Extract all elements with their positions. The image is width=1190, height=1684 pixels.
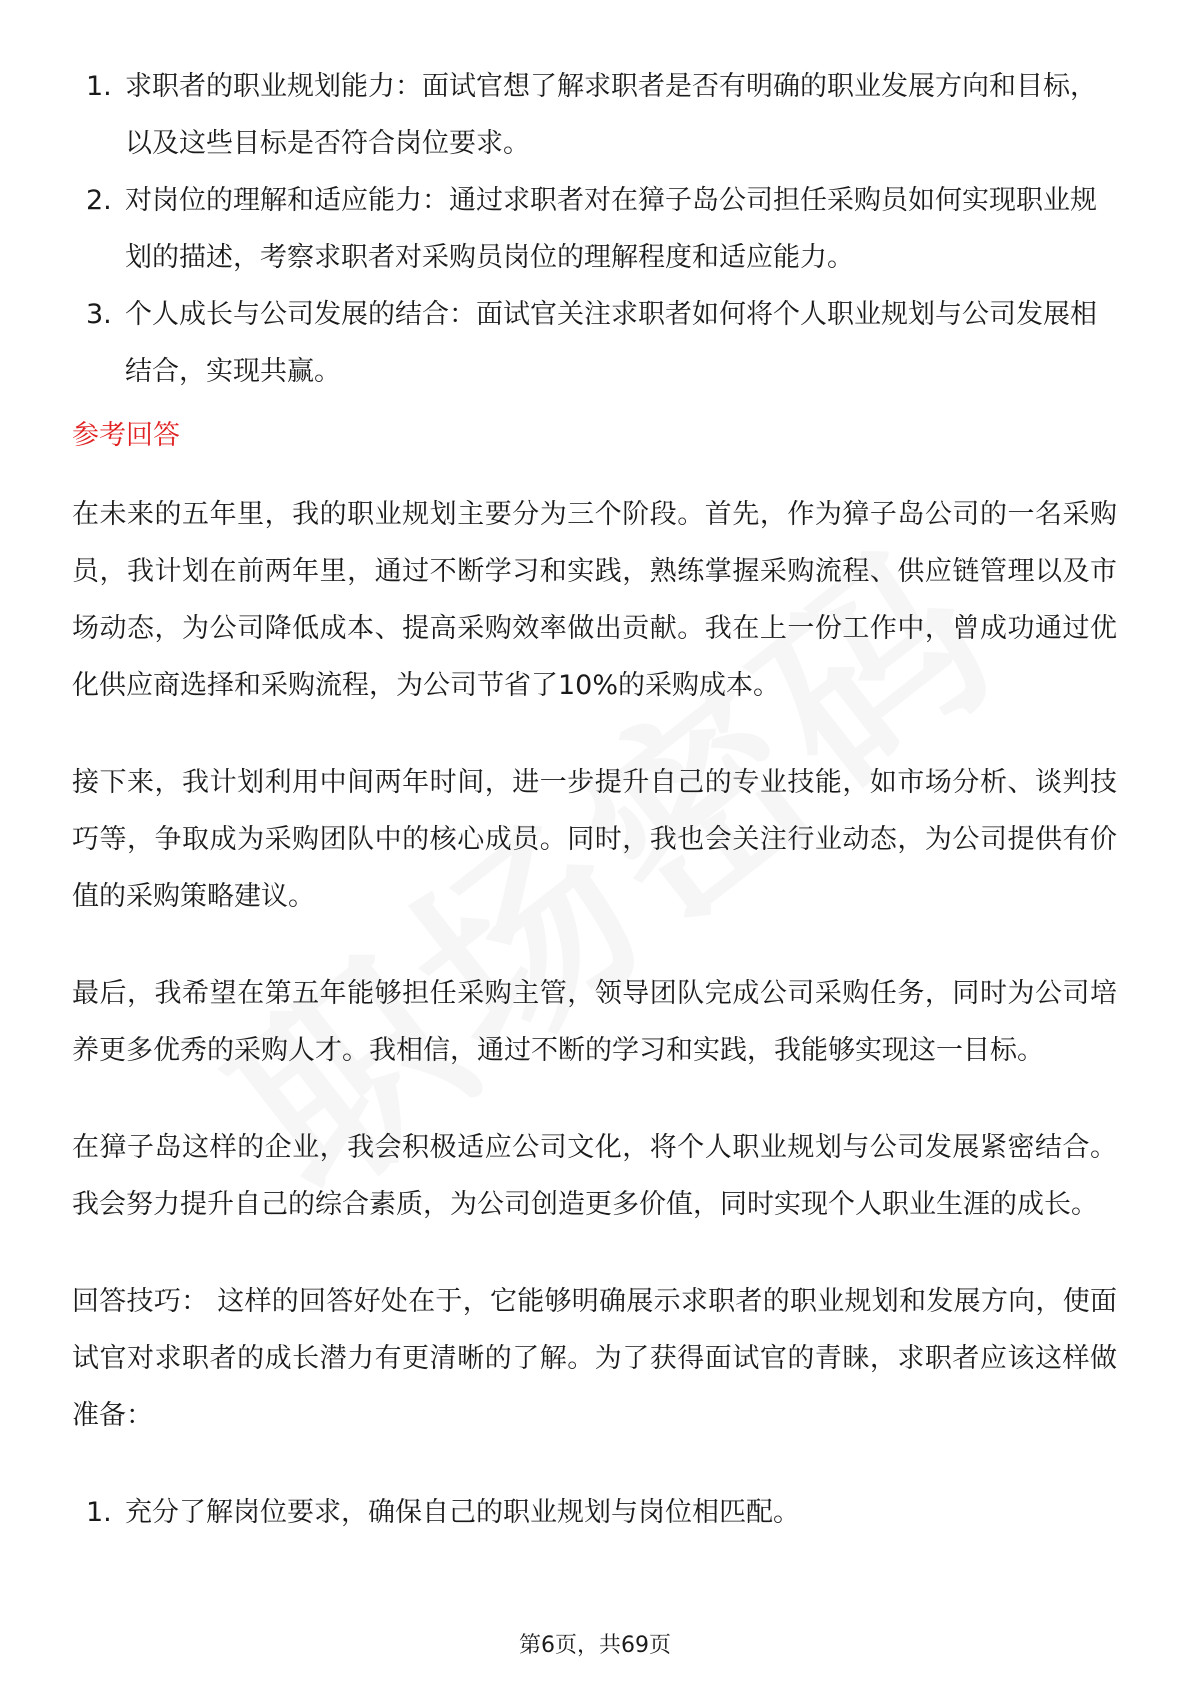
page-content: [72, 58, 1117, 1541]
paragraph: 回答技巧： 这样的回答好处在于，它能够明确展示求职者的职业规划和发展方向，使面试官对求职者的成长潜力有更清晰的了解。为了获得面试官的青睐，求职者应该这样做准备：: [72, 1286, 1117, 1431]
list-item-number: 1.: [86, 71, 112, 102]
bottom-numbered-list: [72, 1484, 1117, 1541]
list-item-number: 1.: [86, 1497, 112, 1528]
paragraph: 在獐子岛这样的企业，我会积极适应公司文化，将个人职业规划与公司发展紧密结合。我会努力提升自己的综合素质，为公司创造更多价值，同时实现个人职业生涯的成长。: [72, 1132, 1117, 1220]
list-item: [72, 286, 1117, 400]
list-item-text: 个人成长与公司发展的结合：面试官关注求职者如何将个人职业规划与公司发展相结合，实现共赢。: [125, 299, 1097, 387]
list-item: [72, 1484, 1117, 1541]
paragraph: 在未来的五年里，我的职业规划主要分为三个阶段。首先，作为獐子岛公司的一名采购员，我计划在前两年里，通过不断学习和实践，熟练掌握采购流程、供应链管理以及市场动态，为公司降低成本、提高采购效率做出贡献。我在上一份工作中，曾成功通过优化供应商选择和采购流程，为公司节省了10%的采购成本。: [72, 499, 1117, 701]
paragraph: 最后，我希望在第五年能够担任采购主管，领导团队完成公司采购任务，同时为公司培养更多优秀的采购人才。我相信，通过不断的学习和实践，我能够实现这一目标。: [72, 978, 1117, 1066]
list-item-number: 2.: [86, 185, 112, 216]
section-title: 参考回答: [72, 420, 180, 451]
list-item-text: 对岗位的理解和适应能力：通过求职者对在獐子岛公司担任采购员如何实现职业规划的描述，考察求职者对采购员岗位的理解程度和适应能力。: [125, 185, 1097, 273]
page-footer: 第6页，共69页: [519, 1633, 671, 1658]
paragraph: 接下来，我计划利用中间两年时间，进一步提升自己的专业技能，如市场分析、谈判技巧等，争取成为采购团队中的核心成员。同时，我也会关注行业动态，为公司提供有价值的采购策略建议。: [72, 767, 1117, 912]
list-item-text: 充分了解岗位要求，确保自己的职业规划与岗位相匹配。: [125, 1497, 800, 1528]
list-item: [72, 172, 1117, 286]
list-item-number: 3.: [86, 299, 112, 330]
top-numbered-list: [72, 58, 1117, 400]
list-item: [72, 58, 1117, 172]
list-item-text: 求职者的职业规划能力：面试官想了解求职者是否有明确的职业发展方向和目标，以及这些目标是否符合岗位要求。: [125, 71, 1097, 159]
